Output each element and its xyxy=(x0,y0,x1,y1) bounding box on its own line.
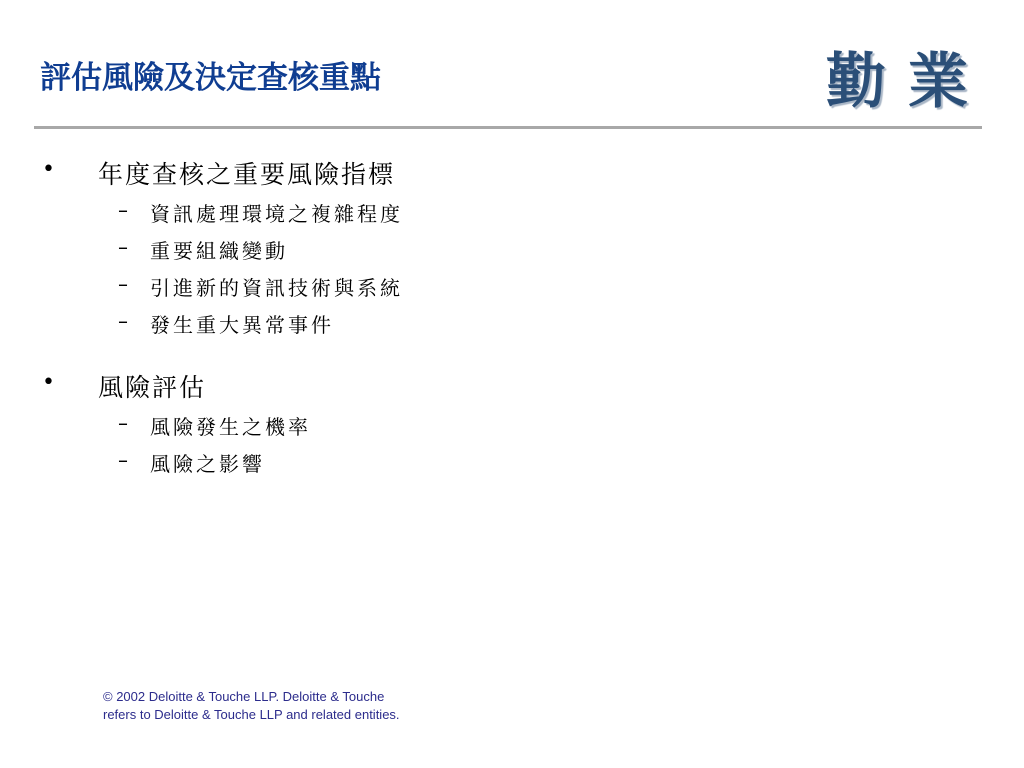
bullet-text: 年度查核之重要風險指標 xyxy=(98,160,396,189)
sub-bullet-text: 資訊處理環境之複雜程度 xyxy=(150,202,403,226)
sub-bullet-text: 發生重大異常事件 xyxy=(150,313,334,337)
footer-line: refers to Deloitte & Touche LLP and related entities. xyxy=(103,707,400,722)
sub-bullet-text: 引進新的資訊技術與系統 xyxy=(150,276,403,300)
sub-bullet-text: 風險之影響 xyxy=(150,452,265,476)
bullet-marker: • xyxy=(42,370,57,395)
dash-marker: – xyxy=(118,309,131,333)
bullet-marker: • xyxy=(42,157,57,182)
dash-marker: – xyxy=(118,411,131,435)
slide-title: 評估風險及決定查核重點 xyxy=(40,60,381,96)
dash-marker: – xyxy=(118,198,131,222)
title-divider xyxy=(34,126,982,129)
dash-marker: – xyxy=(118,448,131,472)
sub-bullet-text: 重要組織變動 xyxy=(150,239,288,263)
footer-line: © 2002 Deloitte & Touche LLP. Deloitte & Touche xyxy=(103,689,385,704)
dash-marker: – xyxy=(118,272,131,296)
sub-bullet-text: 風險發生之機率 xyxy=(150,415,311,439)
bullet-text: 風險評估 xyxy=(98,373,207,402)
dash-marker: – xyxy=(118,235,131,259)
company-logo: 勤業 xyxy=(826,47,990,117)
copyright-footer xyxy=(103,688,400,724)
